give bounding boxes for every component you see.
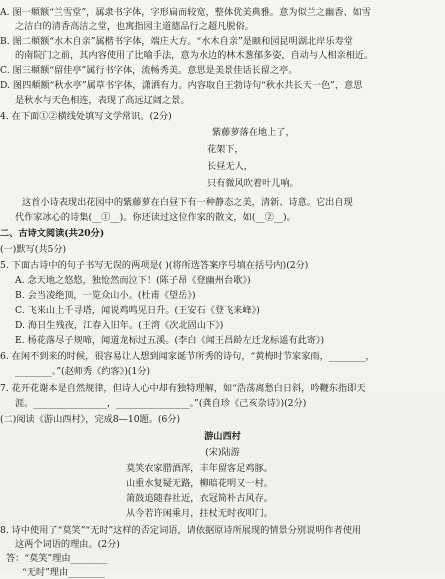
poem2-line3: 箫鼓追随春社近，衣冠简朴古风存。 (126, 493, 273, 504)
option-b-line2: 的南院门之前，其内容使用了比喻手法，意为水边的林木葱郁多姿，自动与人相亲相近。 (15, 50, 374, 61)
question-8-line1: 8. 诗中使用了“莫笑”“无时”这样的否定词语，请依据原诗所展现的情景分别说明作者使用 (0, 525, 362, 536)
poem1-line2: 花架下， (207, 144, 244, 155)
answer-moxiao: 答：“莫笑”理由________ (6, 553, 108, 564)
poem1-line3: 长昼无人， (207, 161, 253, 172)
question-6-line1: 6. 在闲不到来的时候，很容易让人想到闻家诞节所秀的诗句，“黄梅时节家家雨，________， (0, 351, 375, 362)
poem2-line4: 从今若许闲乘月，拄杖无时夜叩门。 (126, 508, 273, 519)
question-5: 5. 下面古诗中的句子书写无误的两项是( )(将所选答案序号填在括号内)(2分) (0, 260, 309, 271)
q5-option-c: C. 飞来山上千寻塔，闻说鸡鸣见日升。(王安石《登飞来峰》) (15, 305, 260, 316)
poem2-line1: 莫笑农家腊酒浑，丰年留客足鸡豚。 (126, 463, 273, 474)
poem1-line4: 只有微风吹着叶儿响。 (207, 178, 299, 189)
poem2-line2: 山重水复疑无路，柳暗花明又一村。 (126, 478, 273, 489)
q5-option-b: B. 会当凌绝顶，一览众山小。(杜甫《望岳》) (15, 290, 196, 301)
option-a-line1: A. 图一頫额“兰雪堂”，属隶书字体，字形扁而较宽，整体优美典雅。意为似兰之幽香、如雪 (0, 7, 371, 18)
subsection-2-title: (二)阅读《游山西村》，完成8—10题。(6分) (0, 414, 181, 425)
option-d-line1: D. 图四頫额“秋水亭”属草书字体，潇洒有力。内容取自王勃诗句“秋水共长天一色”，意思 (0, 80, 363, 91)
question-6-line2: ________。”(赵师秀《约客》)(1分) (15, 366, 151, 377)
question-4-text1: 这首小诗表现出花园中的紫藤萝在白昼下有一种静态之美，清新、诗意。它出自现 (22, 197, 353, 208)
option-b-line1: B. 图二頫额“水木自亲”属楷书字体，端庄大方。“水木自亲”是颐和园昆明湖北岸乐寿堂 (0, 36, 353, 47)
question-4: 4. 在下面①②横线处填写文学常识。(2分) (0, 111, 172, 122)
question-7-line1: 7. 花开花谢本是自然规律，但诗人心中却有独特理解，如“浩荡离愁白日斜，吟鞭东指即天 (0, 383, 366, 394)
q5-option-d: D. 海日生残夜，江春入旧年。(王湾《次北固山下》) (15, 320, 224, 331)
q5-option-a: A. 念天地之悠悠，独怆然而泣下！(陈子昂《登幽州台歌》) (15, 275, 251, 286)
poem1-line1: 紫藤萝落在地上了， (212, 127, 295, 138)
option-d-line2: 是秋水与天色相连，表现了高远辽阔之景。 (15, 95, 190, 106)
subsection-1-title: (一)默写(共5分) (0, 244, 67, 255)
question-8-line2: 这两个词语的理由。(2分) (15, 539, 120, 550)
option-a-line2: 之洁白的清香高洁之堂，也寓指园主道德品行之超凡脱俗。 (15, 21, 254, 32)
option-c: C. 图三頫额“留佳亭”属行书字体，流畅秀美。意思是美景佳话长留之亭。 (0, 65, 298, 76)
section-2-title: 二、古诗文阅读(共20分) (0, 228, 105, 239)
q5-option-e: E. 杨花落尽子规啼，闻道龙标过五溪。(李白《闻王昌龄左迁龙标遥有此寄》) (15, 335, 325, 346)
question-7-line2: 涯。________________，________________。”(龚自珍《己亥杂诗》)(2分) (15, 398, 307, 409)
question-4-text2: 代作家冰心的诗集(__①__)。你还读过这位作家的散文，如(__②__)。 (15, 212, 296, 223)
poem2-title: 游山西村 (204, 431, 241, 442)
answer-wushi: “无时”理由________ (22, 567, 105, 578)
poem2-author: (宋)陆游 (205, 447, 240, 458)
